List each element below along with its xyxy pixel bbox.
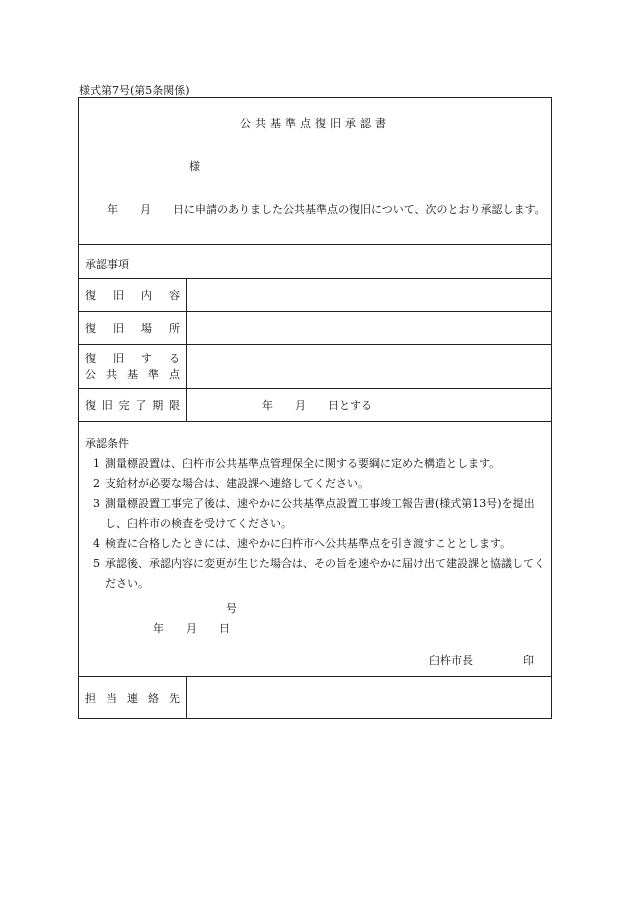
condition-number: 2: [93, 477, 100, 490]
addressee: 様: [189, 160, 200, 173]
contact-label: 担当連絡先: [85, 691, 180, 705]
condition-number: 1: [93, 457, 100, 470]
condition-text: 支給材が必要な場合は、建設課へ連絡してください。: [105, 477, 369, 490]
condition-item: [85, 454, 545, 474]
completion-deadline-value: 年 月 日とする: [262, 399, 372, 412]
restoration-location-field[interactable]: [187, 312, 551, 344]
completion-deadline-label: 復旧完了期限: [85, 399, 180, 412]
restoration-location-label-cell: [79, 312, 187, 344]
restored-reference-point-label: [85, 351, 180, 383]
restoration-location-row: [79, 312, 551, 345]
approval-form: [78, 97, 552, 719]
restoration-content-label-cell: [79, 279, 187, 311]
seal-mark: 印: [523, 654, 534, 667]
condition-item: [85, 534, 545, 554]
restored-reference-point-label-line1: 復旧する: [85, 352, 180, 365]
approval-conditions: [85, 434, 545, 594]
condition-text: 承認後、承認内容に変更が生じた場合は、その旨を速やかに届け出て建設課と協議してください。: [105, 557, 545, 590]
restoration-content-row: [79, 279, 551, 312]
contact-row: [79, 677, 551, 718]
form-header: [79, 98, 551, 245]
completion-deadline-label-cell: [79, 389, 187, 421]
form-number-label: 様式第7号(第5条関係): [79, 84, 190, 97]
restoration-location-label: 復旧場所: [85, 322, 180, 335]
condition-number: 5: [93, 557, 100, 570]
restoration-content-label: 復旧内容: [85, 289, 180, 302]
contact-label-cell: [79, 677, 187, 718]
condition-item: [85, 554, 545, 594]
contact-field[interactable]: [187, 677, 551, 718]
issue-date: 年 月 日: [153, 622, 230, 635]
document-title: 公共基準点復旧承認書: [240, 117, 390, 130]
condition-item: [85, 494, 545, 534]
approval-statement: 年 月 日に申請のありました公共基準点の復旧について、次のとおり承認します。: [85, 203, 546, 216]
issue-number: 号: [226, 602, 237, 615]
condition-number: 3: [93, 497, 100, 510]
restored-reference-point-field[interactable]: [187, 345, 551, 388]
restored-reference-point-row: [79, 345, 551, 389]
completion-deadline-row: [79, 389, 551, 422]
restored-reference-point-label-cell: [79, 345, 187, 388]
approval-items-heading-row: [79, 245, 551, 279]
condition-item: [85, 474, 545, 494]
approval-items-heading: 承認事項: [85, 258, 129, 271]
restored-reference-point-label-line2: 公共基準点: [85, 368, 180, 381]
approval-conditions-block: [79, 422, 551, 677]
restoration-content-field[interactable]: [187, 279, 551, 311]
condition-text: 検査に合格したときには、速やかに臼杵市へ公共基準点を引き渡すこととします。: [105, 537, 512, 550]
approval-conditions-heading: 承認条件: [85, 437, 129, 450]
condition-text: 測量標設置工事完了後は、速やかに公共基準点設置工事竣工報告書(様式第13号)を提出し、臼杵市の検査を受けてください。: [105, 497, 535, 530]
condition-text: 測量標設置は、臼杵市公共基準点管理保全に関する要綱に定めた構造とします。: [105, 457, 501, 470]
condition-number: 4: [93, 537, 100, 550]
completion-deadline-field[interactable]: [187, 389, 551, 421]
issuer-name: 臼杵市長: [429, 654, 473, 667]
